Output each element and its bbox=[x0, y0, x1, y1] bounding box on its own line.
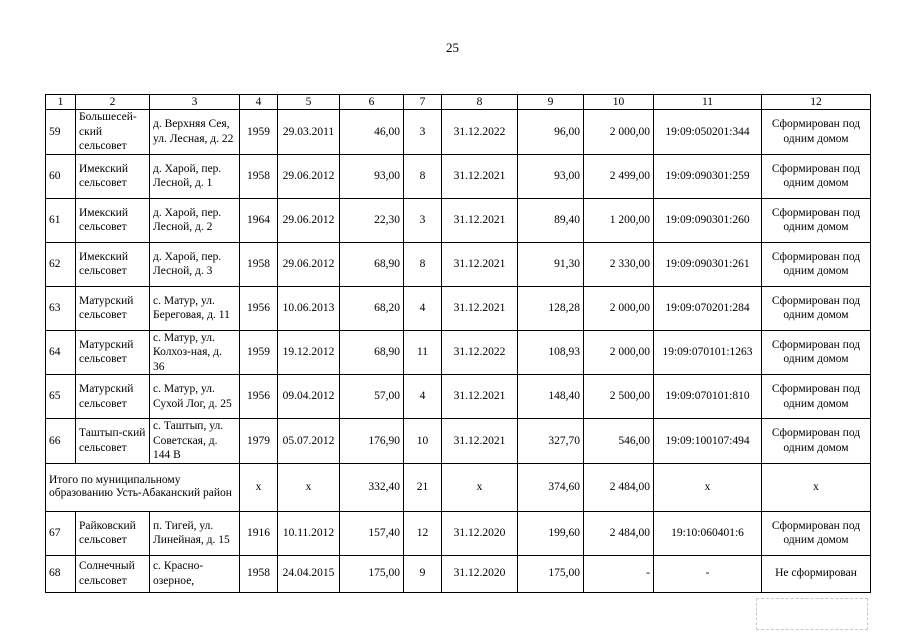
deadline-cell: 31.12.2020 bbox=[442, 555, 518, 592]
cadastre-cell: 19:09:090301:259 bbox=[654, 154, 762, 198]
deadline-cell: 31.12.2021 bbox=[442, 419, 518, 464]
date-cell: 29.06.2012 bbox=[278, 242, 340, 286]
status-cell: Сформирован под одним домом bbox=[762, 375, 871, 419]
count-cell: 10 bbox=[404, 419, 442, 464]
cost-cell: - bbox=[584, 555, 654, 592]
cost-cell: 1 200,00 bbox=[584, 198, 654, 242]
col-header: 12 bbox=[762, 95, 871, 110]
status-cell: Сформирован под одним домом bbox=[762, 154, 871, 198]
count-cell: 12 bbox=[404, 511, 442, 555]
row-number: 61 bbox=[46, 198, 76, 242]
table-row bbox=[46, 419, 871, 464]
address-cell: с. Красно-озерное, bbox=[150, 555, 240, 592]
summary-cost: 2 484,00 bbox=[584, 463, 654, 511]
deadline-cell: 31.12.2021 bbox=[442, 154, 518, 198]
count-cell: 3 bbox=[404, 110, 442, 155]
count-cell: 4 bbox=[404, 375, 442, 419]
area2-cell: 96,00 bbox=[518, 110, 584, 155]
deadline-cell: 31.12.2021 bbox=[442, 375, 518, 419]
table-row bbox=[46, 286, 871, 330]
summary-row bbox=[46, 463, 871, 511]
status-cell: Сформирован под одним домом bbox=[762, 198, 871, 242]
col-header: 11 bbox=[654, 95, 762, 110]
status-cell: Сформирован под одним домом bbox=[762, 110, 871, 155]
area2-cell: 91,30 bbox=[518, 242, 584, 286]
address-cell: д. Харой, пер. Лесной, д. 2 bbox=[150, 198, 240, 242]
year-cell: 1964 bbox=[240, 198, 278, 242]
area2-cell: 108,93 bbox=[518, 330, 584, 375]
date-cell: 10.06.2013 bbox=[278, 286, 340, 330]
table-row bbox=[46, 375, 871, 419]
status-cell: Сформирован под одним домом bbox=[762, 286, 871, 330]
stamp-mark bbox=[756, 598, 868, 630]
cost-cell: 2 499,00 bbox=[584, 154, 654, 198]
area-cell: 157,40 bbox=[340, 511, 404, 555]
cadastre-cell: 19:09:100107:494 bbox=[654, 419, 762, 464]
col-header: 3 bbox=[150, 95, 240, 110]
count-cell: 9 bbox=[404, 555, 442, 592]
summary-area2: 374,60 bbox=[518, 463, 584, 511]
area2-cell: 175,00 bbox=[518, 555, 584, 592]
row-number: 63 bbox=[46, 286, 76, 330]
deadline-cell: 31.12.2020 bbox=[442, 511, 518, 555]
address-cell: с. Матур, ул. Береговая, д. 11 bbox=[150, 286, 240, 330]
table-row bbox=[46, 198, 871, 242]
summary-area: 332,40 bbox=[340, 463, 404, 511]
table-row bbox=[46, 154, 871, 198]
date-cell: 10.11.2012 bbox=[278, 511, 340, 555]
cadastre-cell: 19:09:050201:344 bbox=[654, 110, 762, 155]
year-cell: 1958 bbox=[240, 555, 278, 592]
council-cell: Матурский сельсовет bbox=[76, 286, 150, 330]
table-row bbox=[46, 555, 871, 592]
deadline-cell: 31.12.2021 bbox=[442, 198, 518, 242]
table-row bbox=[46, 330, 871, 375]
area-cell: 175,00 bbox=[340, 555, 404, 592]
address-cell: с. Таштып, ул. Советская, д. 144 В bbox=[150, 419, 240, 464]
count-cell: 3 bbox=[404, 198, 442, 242]
area-cell: 57,00 bbox=[340, 375, 404, 419]
cost-cell: 546,00 bbox=[584, 419, 654, 464]
year-cell: 1959 bbox=[240, 110, 278, 155]
count-cell: 4 bbox=[404, 286, 442, 330]
summary-status: х bbox=[762, 463, 871, 511]
council-cell: Имекский сельсовет bbox=[76, 242, 150, 286]
area2-cell: 93,00 bbox=[518, 154, 584, 198]
date-cell: 29.06.2012 bbox=[278, 154, 340, 198]
page-number: 25 bbox=[446, 40, 459, 55]
year-cell: 1958 bbox=[240, 242, 278, 286]
cost-cell: 2 500,00 bbox=[584, 375, 654, 419]
summary-label: Итого по муниципальному образованию Усть-Абаканский район bbox=[46, 463, 240, 511]
cadastre-cell: 19:09:070101:1263 bbox=[654, 330, 762, 375]
area2-cell: 327,70 bbox=[518, 419, 584, 464]
area-cell: 22,30 bbox=[340, 198, 404, 242]
summary-year: х bbox=[240, 463, 278, 511]
date-cell: 05.07.2012 bbox=[278, 419, 340, 464]
council-cell: Солнечный сельсовет bbox=[76, 555, 150, 592]
summary-cadastre: х bbox=[654, 463, 762, 511]
col-header: 5 bbox=[278, 95, 340, 110]
council-cell: Райковский сельсовет bbox=[76, 511, 150, 555]
date-cell: 19.12.2012 bbox=[278, 330, 340, 375]
council-cell: Матурский сельсовет bbox=[76, 375, 150, 419]
cost-cell: 2 000,00 bbox=[584, 330, 654, 375]
count-cell: 11 bbox=[404, 330, 442, 375]
council-cell: Таштып-ский сельсовет bbox=[76, 419, 150, 464]
date-cell: 09.04.2012 bbox=[278, 375, 340, 419]
year-cell: 1956 bbox=[240, 286, 278, 330]
row-number: 65 bbox=[46, 375, 76, 419]
col-header: 8 bbox=[442, 95, 518, 110]
cost-cell: 2 000,00 bbox=[584, 110, 654, 155]
status-cell: Сформирован под одним домом bbox=[762, 511, 871, 555]
cost-cell: 2 000,00 bbox=[584, 286, 654, 330]
cost-cell: 2 484,00 bbox=[584, 511, 654, 555]
council-cell: Имекский сельсовет bbox=[76, 154, 150, 198]
row-number: 66 bbox=[46, 419, 76, 464]
year-cell: 1979 bbox=[240, 419, 278, 464]
count-cell: 8 bbox=[404, 154, 442, 198]
cadastre-cell: 19:09:090301:260 bbox=[654, 198, 762, 242]
deadline-cell: 31.12.2021 bbox=[442, 286, 518, 330]
area-cell: 93,00 bbox=[340, 154, 404, 198]
status-cell: Не сформирован bbox=[762, 555, 871, 592]
year-cell: 1958 bbox=[240, 154, 278, 198]
header-row bbox=[46, 95, 871, 110]
address-cell: д. Харой, пер. Лесной, д. 3 bbox=[150, 242, 240, 286]
table-row bbox=[46, 511, 871, 555]
address-cell: д. Харой, пер. Лесной, д. 1 bbox=[150, 154, 240, 198]
address-cell: п. Тигей, ул. Линейная, д. 15 bbox=[150, 511, 240, 555]
register-table bbox=[45, 94, 871, 593]
cadastre-cell: 19:09:090301:261 bbox=[654, 242, 762, 286]
status-cell: Сформирован под одним домом bbox=[762, 419, 871, 464]
col-header: 9 bbox=[518, 95, 584, 110]
table-row bbox=[46, 242, 871, 286]
council-cell: Имекский сельсовет bbox=[76, 198, 150, 242]
address-cell: с. Матур, ул. Сухой Лог, д. 25 bbox=[150, 375, 240, 419]
area-cell: 68,90 bbox=[340, 242, 404, 286]
council-cell: Большесей-ский сельсовет bbox=[76, 110, 150, 155]
row-number: 60 bbox=[46, 154, 76, 198]
cost-cell: 2 330,00 bbox=[584, 242, 654, 286]
address-cell: д. Верхняя Сея, ул. Лесная, д. 22 bbox=[150, 110, 240, 155]
cadastre-cell: 19:09:070201:284 bbox=[654, 286, 762, 330]
summary-deadline: х bbox=[442, 463, 518, 511]
cadastre-cell: 19:09:070101:810 bbox=[654, 375, 762, 419]
council-cell: Матурский сельсовет bbox=[76, 330, 150, 375]
status-cell: Сформирован под одним домом bbox=[762, 242, 871, 286]
date-cell: 29.03.2011 bbox=[278, 110, 340, 155]
summary-date: х bbox=[278, 463, 340, 511]
year-cell: 1959 bbox=[240, 330, 278, 375]
count-cell: 8 bbox=[404, 242, 442, 286]
area2-cell: 148,40 bbox=[518, 375, 584, 419]
deadline-cell: 31.12.2021 bbox=[442, 242, 518, 286]
col-header: 4 bbox=[240, 95, 278, 110]
area-cell: 46,00 bbox=[340, 110, 404, 155]
row-number: 59 bbox=[46, 110, 76, 155]
col-header: 10 bbox=[584, 95, 654, 110]
row-number: 62 bbox=[46, 242, 76, 286]
area-cell: 68,20 bbox=[340, 286, 404, 330]
cadastre-cell: 19:10:060401:6 bbox=[654, 511, 762, 555]
table-row bbox=[46, 110, 871, 155]
year-cell: 1916 bbox=[240, 511, 278, 555]
date-cell: 24.04.2015 bbox=[278, 555, 340, 592]
status-cell: Сформирован под одним домом bbox=[762, 330, 871, 375]
area-cell: 176,90 bbox=[340, 419, 404, 464]
area2-cell: 89,40 bbox=[518, 198, 584, 242]
year-cell: 1956 bbox=[240, 375, 278, 419]
col-header: 2 bbox=[76, 95, 150, 110]
col-header: 6 bbox=[340, 95, 404, 110]
area-cell: 68,90 bbox=[340, 330, 404, 375]
col-header: 1 bbox=[46, 95, 76, 110]
row-number: 67 bbox=[46, 511, 76, 555]
cadastre-cell: - bbox=[654, 555, 762, 592]
deadline-cell: 31.12.2022 bbox=[442, 110, 518, 155]
date-cell: 29.06.2012 bbox=[278, 198, 340, 242]
col-header: 7 bbox=[404, 95, 442, 110]
deadline-cell: 31.12.2022 bbox=[442, 330, 518, 375]
row-number: 64 bbox=[46, 330, 76, 375]
summary-count: 21 bbox=[404, 463, 442, 511]
area2-cell: 199,60 bbox=[518, 511, 584, 555]
row-number: 68 bbox=[46, 555, 76, 592]
area2-cell: 128,28 bbox=[518, 286, 584, 330]
address-cell: с. Матур, ул. Колхоз-ная, д. 36 bbox=[150, 330, 240, 375]
